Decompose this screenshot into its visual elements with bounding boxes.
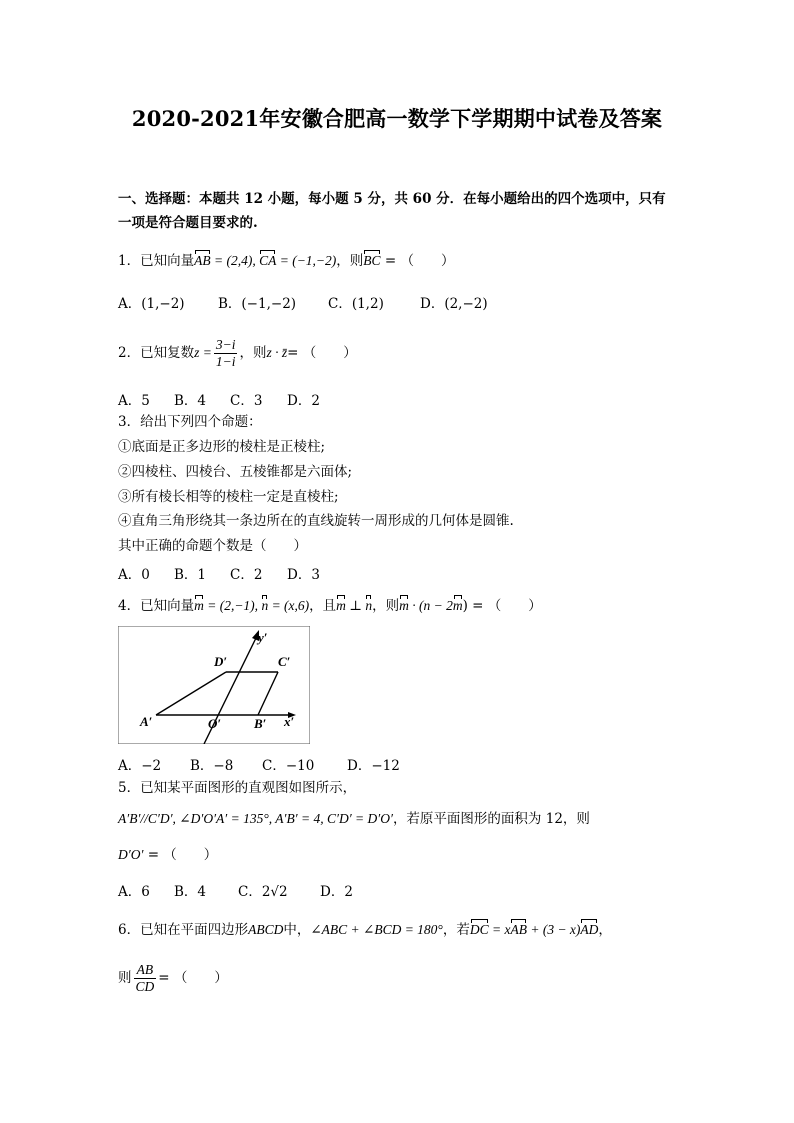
q4-eq1: = (2,−1), <box>203 598 262 613</box>
q5-line2-text: ，若原平面图形的面积为 12，则 <box>392 811 590 827</box>
q1-option-d: D．(2,−2) <box>420 296 488 312</box>
q1-tail: = （ ） <box>380 253 455 269</box>
q4-expr-end: ) = （ ） <box>462 598 542 614</box>
q3-option-a: A．0 <box>118 567 150 583</box>
q3-ask: 其中正确的命题个数是（ ） <box>118 538 307 554</box>
q1-stem <box>118 252 454 270</box>
vector-ca: CA <box>259 253 277 268</box>
vector-m: m <box>194 598 204 613</box>
q6-stem <box>118 921 612 939</box>
q5-line3 <box>118 846 217 864</box>
vector-m-4: m <box>452 598 463 613</box>
q6-numerator: AB <box>134 962 157 979</box>
label-x-axis: x′ <box>284 714 295 729</box>
q6-mid: 中， <box>283 922 311 938</box>
label-b: B′ <box>254 716 267 731</box>
q2-option-c: C．3 <box>230 393 263 409</box>
q2-option-b: B．4 <box>174 393 207 409</box>
q1-eq1: = (2,4), <box>210 253 260 268</box>
label-y-axis: y′ <box>258 630 268 645</box>
q1-eq2: = (−1,−2) <box>276 253 337 268</box>
q6-abcd: ABCD <box>248 922 284 937</box>
q3-item-2: ②四棱柱、四棱台、五棱锥都是六面体; <box>118 464 353 480</box>
q3-item-3: ③所有棱长相等的棱柱一定是直棱柱; <box>118 489 339 505</box>
q1-option-b: B．(−1,−2) <box>218 296 297 312</box>
q2-fraction <box>214 337 238 370</box>
q5-do: D′O′ <box>118 847 144 862</box>
q5-option-a: A．6 <box>118 884 150 900</box>
q3-stem: 3．给出下列四个命题： <box>118 414 262 430</box>
vector-ad: AD <box>580 922 599 937</box>
q6-angle: ∠ABC + ∠BCD = 180° <box>310 922 443 937</box>
section-heading-line1: 一、选择题：本题共 12 小题，每小题 5 分，共 60 分．在每小题给出的四个选项中，只有 <box>118 191 666 207</box>
q4-cond: ，且 <box>309 598 337 614</box>
q4-option-b: B．−8 <box>190 758 234 774</box>
q6-denominator: CD <box>135 978 155 994</box>
q4-stem <box>118 597 542 615</box>
q6-fraction <box>134 962 157 995</box>
q2-stem <box>118 335 357 371</box>
q1-then: ，则 <box>336 253 364 269</box>
label-a: A′ <box>140 714 153 729</box>
q5-tail: = （ ） <box>143 847 218 863</box>
label-d: D′ <box>214 654 228 669</box>
q2-tail: = （ ） <box>287 345 357 361</box>
q3-item-1: ①底面是正多边形的棱柱是正棱柱; <box>118 439 326 455</box>
q6-then: 则 <box>118 970 132 986</box>
section-heading-line2: 一项是符合题目要求的. <box>118 215 258 231</box>
q5-option-b: B．4 <box>174 884 207 900</box>
q4-prefix: 4．已知向量 <box>118 598 195 614</box>
label-c: C′ <box>278 654 291 669</box>
q5-option-d: D．2 <box>320 884 353 900</box>
q6-eq: = x <box>488 922 511 937</box>
q4-option-a: A．−2 <box>118 758 162 774</box>
q6-tail: = （ ） <box>158 970 228 986</box>
q2-option-d: D．2 <box>287 393 320 409</box>
q2-expression: z · z̄ <box>266 345 288 360</box>
q1-option-c: C．(1,2) <box>328 296 384 312</box>
vector-n-2: n <box>365 598 373 613</box>
q1-option-a: A．(1,−2) <box>118 296 185 312</box>
q5-option-c: C．2√2 <box>238 884 288 900</box>
q5-line2 <box>118 810 590 828</box>
vector-n: n <box>261 598 269 613</box>
q4-option-d: D．−12 <box>347 758 400 774</box>
q2-option-a: A．5 <box>118 393 150 409</box>
q4-perp: ⊥ <box>345 598 366 613</box>
q5-conditions: A′B′//C′D′, ∠D′O′A′ = 135°, A′B′ = 4, C′D′ = D′O′ <box>118 811 393 826</box>
q3-option-c: C．2 <box>230 567 263 583</box>
q2-denominator: 1−i <box>215 353 236 369</box>
q2-prefix: 2．已知复数 <box>118 345 195 361</box>
q2-numerator: 3−i <box>215 336 236 352</box>
q6-comma: ， <box>598 922 612 938</box>
q6-plus: + (3 − x) <box>526 922 581 937</box>
q6-line2 <box>118 960 228 996</box>
q2-then: ，则 <box>239 345 267 361</box>
vector-ab: AB <box>194 253 211 268</box>
vector-m-2: m <box>336 598 346 613</box>
q4-eq2: = (x,6) <box>268 598 310 613</box>
q3-option-b: B．1 <box>174 567 207 583</box>
q4-then: ，则 <box>372 598 400 614</box>
label-o: O′ <box>208 716 222 731</box>
q6-cond: ，若 <box>442 922 470 938</box>
vector-bc: BC <box>363 253 381 268</box>
oblique-figure <box>118 626 310 744</box>
q6-prefix: 6．已知在平面四边形 <box>118 922 249 938</box>
document-title: 2020-2021年安徽合肥高一数学下学期期中试卷及答案 <box>131 106 663 131</box>
q3-option-d: D．3 <box>287 567 320 583</box>
vector-m-3: m <box>399 598 409 613</box>
q1-prefix: 1．已知向量 <box>118 253 195 269</box>
vector-ab-q6: AB <box>510 922 527 937</box>
vector-dc: DC <box>469 922 489 937</box>
q5-stem: 5．已知某平面图形的直观图如图所示， <box>118 780 357 796</box>
q4-option-c: C．−10 <box>262 758 315 774</box>
q2-z-eq: z = <box>194 345 212 360</box>
q4-expr-mid: · (n − 2 <box>408 598 453 613</box>
q3-item-4: ④直角三角形绕其一条边所在的直线旋转一周形成的几何体是圆锥. <box>118 513 514 529</box>
